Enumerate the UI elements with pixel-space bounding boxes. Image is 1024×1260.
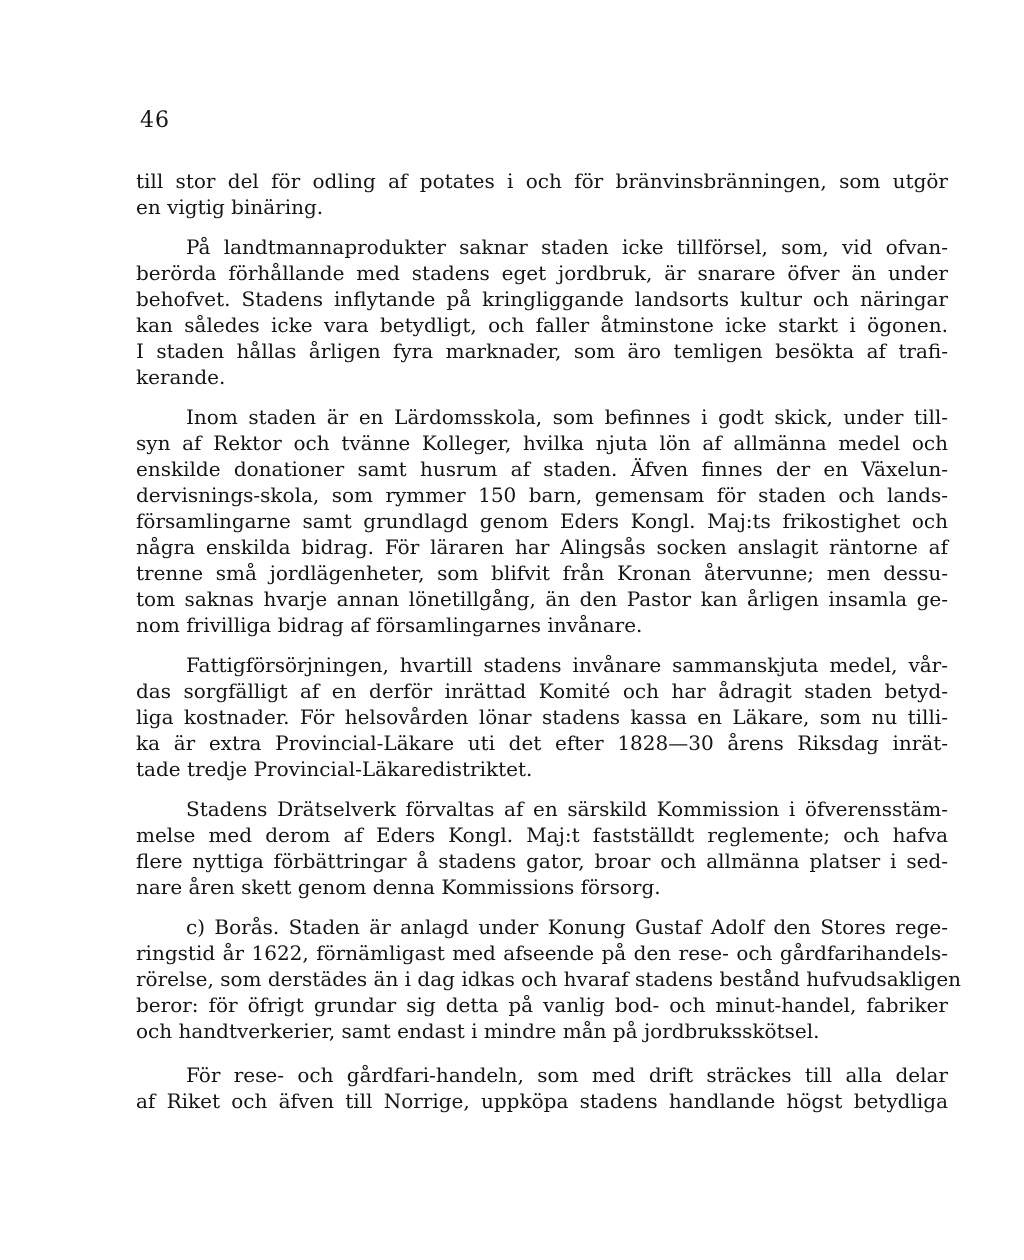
text-line: en vigtig binäring. <box>136 195 324 219</box>
text-line: berörda förhållande med stadens eget jordbruk, är snarare öfver än under <box>136 261 948 285</box>
text-line: ringstid år 1622, förnämligast med afseende på den rese- och gårdfarihandels- <box>136 941 948 965</box>
text-line: Fattigförsörjningen, hvartill stadens invånare sammanskjuta medel, vår- <box>186 653 948 677</box>
text-line: Inom staden är en Lärdomsskola, som befinnes i godt skick, under till- <box>186 405 948 429</box>
text-line: flere nyttiga förbättringar å stadens gator, broar och allmänna platser i sed- <box>136 849 948 873</box>
text-line: behofvet. Stadens inflytande på kringliggande landsorts kultur och näringar <box>136 287 948 311</box>
text-line: några enskilda bidrag. För läraren har Alingsås socken anslagit räntorne af <box>136 535 948 559</box>
text-line: och handtverkerier, samt endast i mindre mån på jordbruksskötsel. <box>136 1019 820 1043</box>
text-line: das sorgfälligt af en derför inrättad Komité och har ådragit staden betyd- <box>136 679 948 703</box>
text-line: församlingarne samt grundlagd genom Eders Kongl. Maj:ts frikostighet och <box>136 509 948 533</box>
text-line: tom saknas hvarje annan lönetillgång, än den Pastor kan årligen insamla ge- <box>136 587 948 611</box>
text-line: På landtmannaprodukter saknar staden icke tillförsel, som, vid ofvan- <box>186 235 948 259</box>
text-line: nom frivilliga bidrag af församlingarnes invånare. <box>136 613 643 637</box>
text-line: melse med derom af Eders Kongl. Maj:t fastställdt reglemente; och hafva <box>136 823 948 847</box>
text-line: enskilde donationer samt husrum af staden. Äfven finnes der en Växelun- <box>136 457 948 481</box>
text-line: I staden hållas årligen fyra marknader, som äro temligen besökta af trafi- <box>136 339 948 363</box>
text-line: till stor del för odling af potates i och för bränvinsbränningen, som utgör <box>136 169 948 193</box>
text-line: kan således icke vara betydligt, och faller åtminstone icke starkt i ögonen. <box>136 313 948 337</box>
text-line: liga kostnader. För helsovården lönar stadens kassa en Läkare, som nu tilli- <box>136 705 948 729</box>
text-line: rörelse, som derstädes än i dag idkas och hvaraf stadens bestånd hufvudsakligen <box>136 967 962 991</box>
text-line: nare åren skett genom denna Kommissions försorg. <box>136 875 661 899</box>
text-line: kerande. <box>136 365 226 389</box>
text-line: c) Borås. Staden är anlagd under Konung Gustaf Adolf den Stores rege- <box>186 915 948 939</box>
text-line: af Riket och äfven till Norrige, uppköpa stadens handlande högst betydliga <box>136 1089 948 1113</box>
text-line: dervisnings-skola, som rymmer 150 barn, gemensam för staden och lands- <box>136 483 948 507</box>
text-line: Stadens Drätselverk förvaltas af en särskild Kommission i öfverensstäm- <box>186 797 948 821</box>
text-line: tade tredje Provincial-Läkaredistriktet. <box>136 757 533 781</box>
text-line: ka är extra Provincial-Läkare uti det efter 1828—30 årens Riksdag inrät- <box>136 731 948 755</box>
page-number: 46 <box>140 108 170 133</box>
text-line: För rese- och gårdfari-handeln, som med drift sträckes till alla delar <box>186 1063 948 1087</box>
text-line: syn af Rektor och tvänne Kolleger, hvilka njuta lön af allmänna medel och <box>136 431 948 455</box>
text-line: trenne små jordlägenheter, som blifvit från Kronan återvunne; men dessu- <box>136 561 948 585</box>
text-line: beror: för öfrigt grundar sig detta på vanlig bod- och minut-handel, fabriker <box>136 993 948 1017</box>
